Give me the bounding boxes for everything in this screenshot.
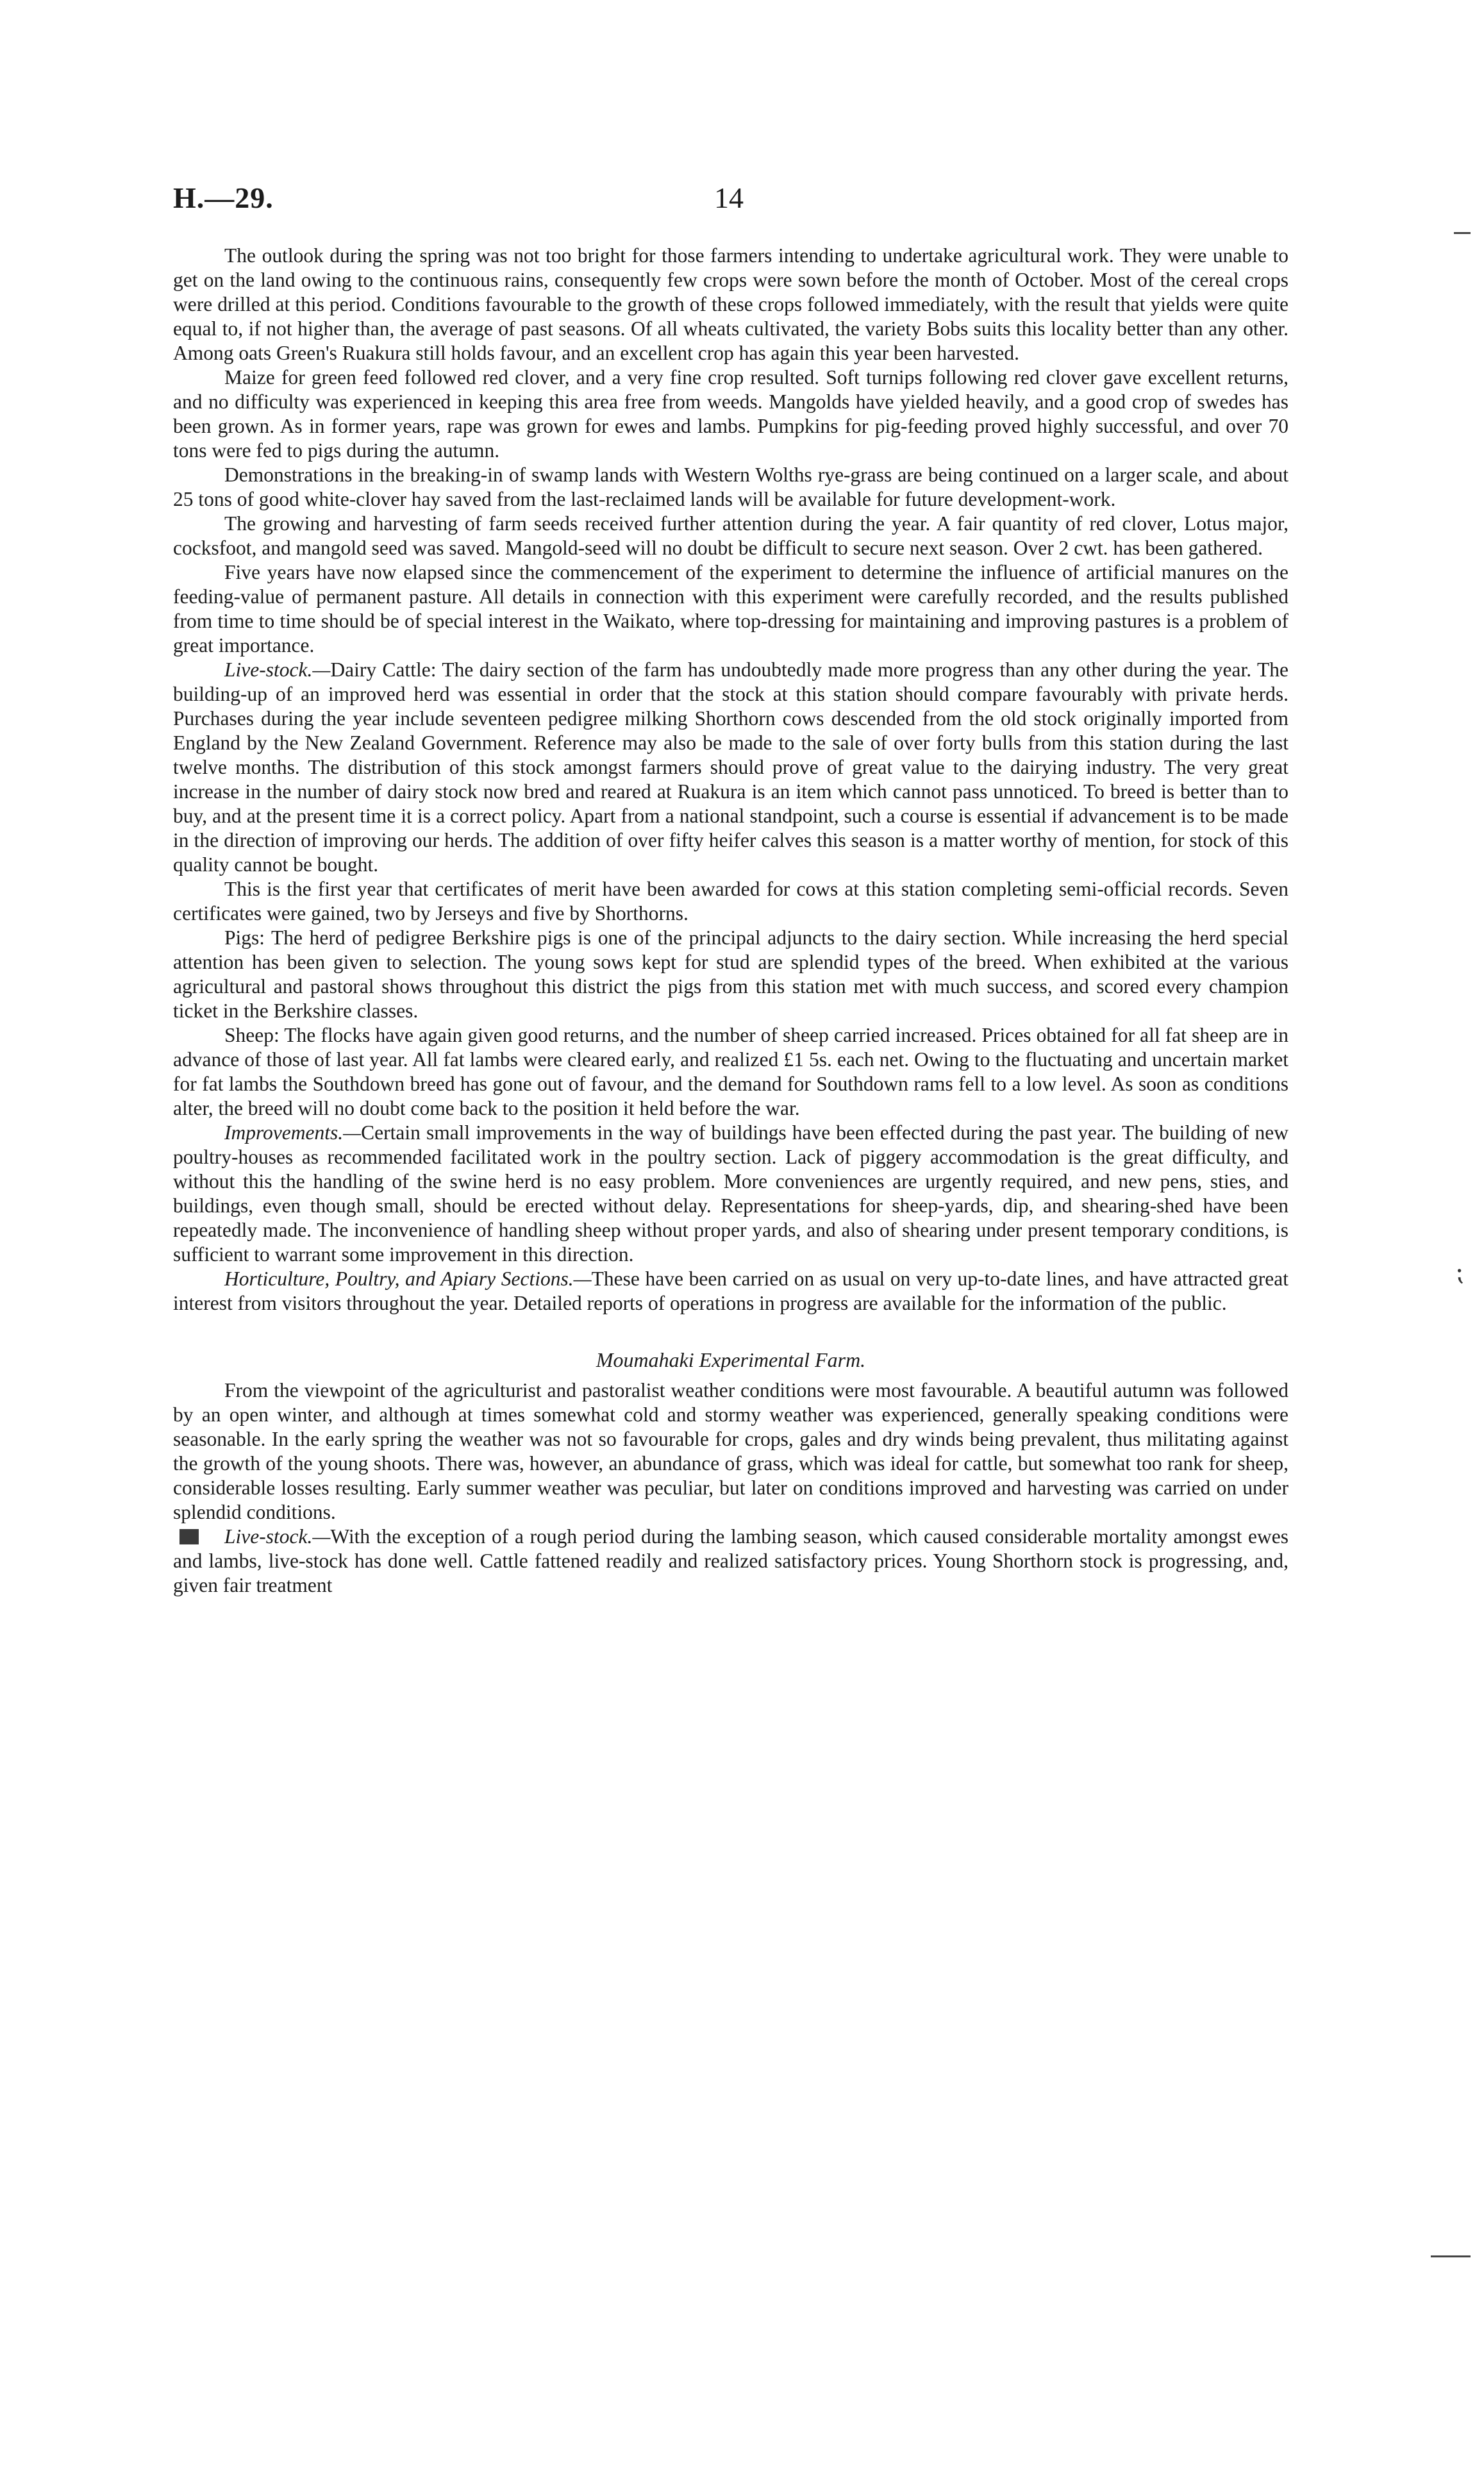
section-heading: Moumahaki Experimental Farm.	[596, 1348, 866, 1371]
paragraph-subhead: Pigs:	[224, 926, 272, 949]
paragraph-maize: Maize for green feed followed red clover, and a very fine crop resulted. Soft turnips following red clover gave excellent returns, and no difficulty was experienced in keeping this area free from weeds. Mangolds have yielded heavily, and a good crop of swedes has been grown. As in former years, rape was grown for ewes and lambs. Pumpkins for pig-feeding proved highly successful, and over 70 tons were fed to pigs during the autumn.	[173, 366, 1288, 462]
paragraph-certificates: This is the first year that certificates of merit have been awarded for cows at this station completing semi-official records. Seven certificates were gained, two by Jerseys and five by Shorthorns.	[173, 878, 1288, 924]
paragraph-pigs: Pigs: The herd of pedigree Berkshire pigs is one of the principal adjuncts to the dairy section. While increasing the herd special attention has been given to selection. The young sows kept for stud are splendid types of the breed. When exhibited at the various agricultural and pastoral shows throughout this district the pigs from this station met with much success, and scored every champion ticket in the Berkshire classes.	[173, 926, 1288, 1022]
margin-mark-top	[1454, 232, 1471, 234]
paragraph-artificial-manures: Five years have now elapsed since the commencement of the experiment to determine the influence of artificial manures on the feeding-value of permanent pasture. All details in connection with this experiment were carefully recorded, and the results published from time to time should be of special interest in the Waikato, where top-dressing for maintaining and improving pastures is a problem of great importance.	[173, 561, 1288, 657]
ink-smudge	[179, 1529, 199, 1544]
paragraph-improvements: Improvements.—Certain small improvements in the way of buildings have been effected during the past year. The building of new poultry-houses as recommended facilitated work in the poultry section. Lack of piggery accommodation is the great difficulty, and without this the handling of the swine herd is no easy problem. More conveniences are urgently required, and new pens, sties, and buildings, even though small, should be erected without delay. Representations for sheep-yards, dip, and shearing-shed have been repeatedly made. The inconvenience of handling sheep without proper yards, and also of shearing under present temporary conditions, is sufficient to warrant some improvement in this direction.	[173, 1121, 1288, 1266]
paragraph-farm-seeds: The growing and harvesting of farm seeds received further attention during the year. A fair quantity of red clover, Lotus major, cocksfoot, and mangold seed was saved. Mangold-seed will no doubt be difficult to secure next season. Over 2 cwt. has been gathered.	[173, 512, 1288, 559]
paragraph-lead: Live-stock.—	[224, 658, 331, 681]
paragraph-live-stock-dairy: Live-stock.—Dairy Cattle: The dairy section of the farm has undoubtedly made more progress than any other during the year. The building-up of an improved herd was essential in order that the stock at this station should compare favourably with private herds. Purchases during the year include seventeen pedigree milking Shorthorn cows descended from the old stock originally imported from England by the New Zealand Government. Reference may also be made to the sale of over forty bulls from this station during the last twelve months. The distribution of this stock amongst farmers should prove of great value to the dairying industry. The very great increase in the number of dairy stock now bred and reared at Ruakura is an item which cannot pass unnoticed. To breed is better than to buy, and at the present time it is a correct policy. Apart from a national standpoint, such a course is essential if advancement is to be made in the direction of improving our herds. The addition of over fifty heifer calves this season is a matter worthy of mention, for stock of this quality cannot be bought.	[173, 658, 1288, 876]
paragraph-sheep: Sheep: The flocks have again given good returns, and the number of sheep carried increased. Prices obtained for all fat sheep are in advance of those of last year. All fat lambs were cleared early, and realized £1 5s. each net. Owing to the fluctuating and uncertain market for fat lambs the Southdown breed has gone out of favour, and the demand for Southdown rams fell to a low level. As soon as conditions alter, the breed will no doubt come back to the position it held before the war.	[173, 1024, 1289, 1119]
paragraph-horticulture: Horticulture, Poultry, and Apiary Sections.—These have been carried on as usual on very up-to-date lines, and have attracted great interest from visitors throughout the year. Detailed reports of operations in progress are available for the information of the public.	[173, 1267, 1288, 1314]
paragraph-moumahaki-weather: From the viewpoint of the agriculturist and pastoralist weather conditions were most favourable. A beautiful autumn was followed by an open winter, and although at times somewhat cold and stormy weather was experienced, generally speaking conditions were seasonable. In the early spring the weather was not so favourable for crops, gales and dry winds being prevalent, thus militating against the growth of the young shoots. There was, however, an abundance of grass, which was ideal for cattle, but somewhat too rank for sheep, considerable losses resulting. Early summer weather was peculiar, but later on conditions improved and harvesting was carried on under splendid conditions.	[173, 1379, 1288, 1523]
document-reference: H.—29.	[173, 181, 274, 214]
paragraph-lead: Live-stock.—	[224, 1525, 331, 1548]
page-number: 14	[714, 181, 744, 214]
margin-mark-bottom	[1431, 2255, 1471, 2257]
page-body	[173, 244, 1288, 1598]
paragraph-spring-outlook: The outlook during the spring was not too bright for those farmers intending to undertake agricultural work. They were unable to get on the land owing to the continuous rains, consequently few crops were sown before the month of October. Most of the cereal crops were drilled at this period. Conditions favourable to the growth of these crops followed immediately, with the result that yields were quite equal to, if not higher than, the average of past seasons. Of all wheats cultivated, the variety Bobs suits this locality better than any other. Among oats Green's Ruakura still holds favour, and an excellent crop has again this year been harvested.	[173, 244, 1288, 364]
paragraph-moumahaki-live-stock: Live-stock.—With the exception of a rough period during the lambing season, which caused considerable mortality amongst ewes and lambs, live-stock has done well. Cattle fattened readily and realized satisfactory prices. Young Shorthorn stock is progressing, and, given fair treatment	[173, 1525, 1288, 1596]
paragraph-lead: Horticulture, Poultry, and Apiary Sections.—	[224, 1267, 592, 1290]
page-header	[173, 181, 1288, 226]
paragraph-swamp-lands: Demonstrations in the breaking-in of swamp lands with Western Wolths rye-grass are being continued on a larger scale, and about 25 tons of good white-clover hay saved from the last-reclaimed lands will be available for future development-work.	[173, 464, 1288, 510]
margin-mark-middle: ⁏	[1455, 1257, 1464, 1286]
paragraph-subhead: Sheep:	[224, 1024, 285, 1046]
paragraph-subhead: Dairy Cattle:	[330, 658, 442, 681]
paragraph-lead: Improvements.—	[224, 1121, 362, 1144]
